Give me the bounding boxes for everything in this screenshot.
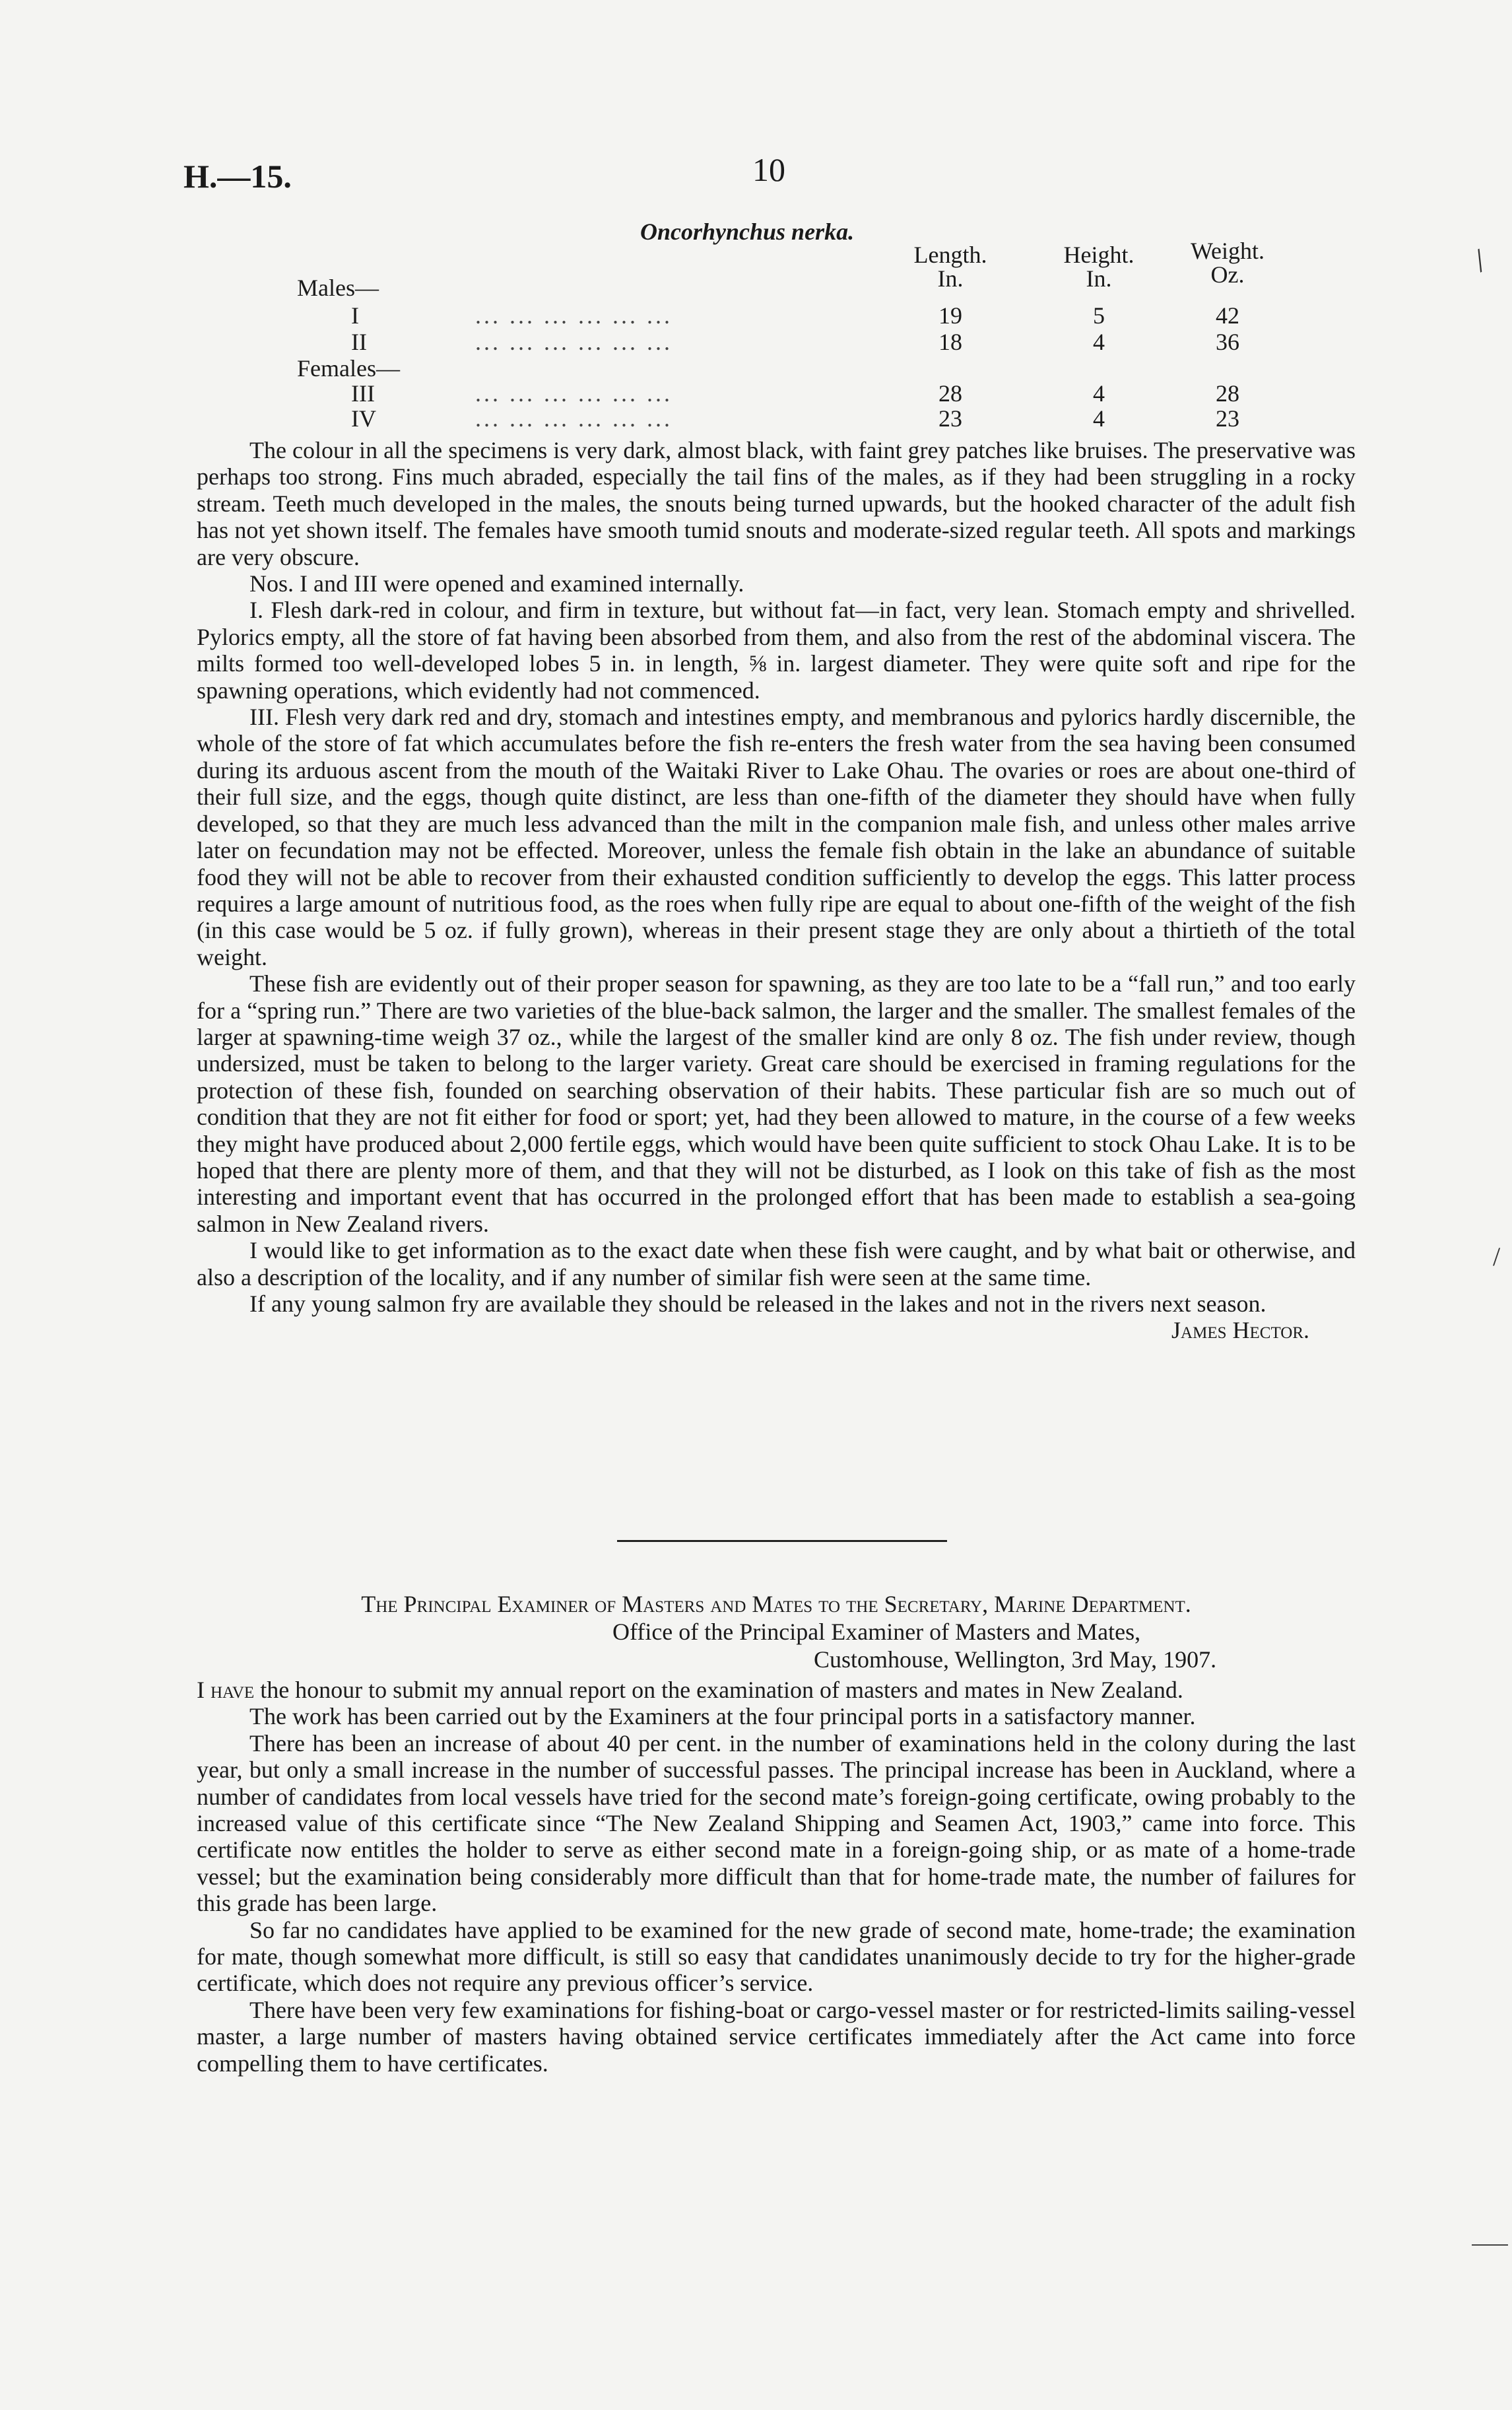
page-number: 10 bbox=[752, 151, 785, 188]
report-paragraph: If any young salmon fry are available they should be released in the lakes and not in the rivers next season. bbox=[249, 1290, 1266, 1317]
report-paragraph: Nos. I and III were opened and examined internally. bbox=[249, 570, 744, 597]
report-paragraph: I. Flesh dark-red in colour, and firm in texture, but without fat—in fact, very lean. Stomach empty and shrivelled. Pylorics empty, all the store of fat having been absorbed from them, and also from the rest of the abdominal viscera. The milts formed too well-developed lobes 5 in. in length, ⅝ in. largest diameter. They were quite soft and ripe for the spawning operations, which evidently had not commenced. bbox=[197, 597, 1356, 704]
specimen-id: I bbox=[351, 302, 359, 329]
address-date-line: Customhouse, Wellington, 3rd May, 1907. bbox=[814, 1646, 1217, 1673]
address-line: Office of the Principal Examiner of Masters and Mates, bbox=[612, 1619, 1141, 1645]
letter-address-1 bbox=[197, 1619, 1356, 1645]
table-row bbox=[198, 380, 1287, 407]
specimen-report bbox=[197, 437, 1356, 1344]
opening-caps: I have bbox=[197, 1677, 255, 1703]
letter-paragraph: The work has been carried out by the Examiners at the four principal ports in a satisfactory manner. bbox=[249, 1703, 1196, 1730]
cell-height: 5 bbox=[1093, 302, 1105, 329]
table-row bbox=[198, 329, 1287, 355]
cell-length: 28 bbox=[938, 380, 962, 407]
col-header-weight-label: Weight. bbox=[1190, 238, 1265, 264]
cell-height: 4 bbox=[1093, 329, 1105, 355]
letter-heading-text: The Principal Examiner of Masters and Mates to the Secretary, Marine Department. bbox=[361, 1591, 1191, 1617]
table-title: Oncorhynchus nerka. bbox=[640, 218, 855, 245]
cell-weight: 23 bbox=[1216, 405, 1239, 432]
report-paragraph: These fish are evidently out of their proper season for spawning, as they are too late to be a “fall run,” and too early for a “spring run.” There are two varieties of the blue-back salmon, the larger and the smaller. The smallest females of the larger at spawning-time weigh 37 oz., while the largest of the smaller kind are only 8 oz. The fish under review, though undersized, must be taken to belong to the larger variety. Great care should be exercised in framing regulations for the protection of these fish, founded on searching observation of their habits. These particular fish are so much out of condition that they are not fit either for food or sport; yet, had they been allowed to mature, in the course of a few weeks they might have produced about 2,000 fertile eggs, which would have been quite sufficient to stock Ohau Lake. It is to be hoped that there are plenty more of them, and that they will not be disturbed, as I look on this take of fish as the most interesting and important event that has occurred in the prolonged effort that has been made to establish a sea-going salmon in New Zealand rivers. bbox=[197, 970, 1356, 1237]
leader-dots: ... ... ... ... ... ... bbox=[475, 405, 673, 432]
leader-dots: ... ... ... ... ... ... bbox=[475, 302, 673, 329]
section-divider bbox=[617, 1540, 947, 1542]
letter-address-2 bbox=[197, 1646, 1356, 1673]
specimen-id: II bbox=[351, 329, 367, 355]
margin-mark-icon: / bbox=[1493, 1242, 1501, 1271]
cell-weight: 36 bbox=[1216, 329, 1239, 355]
cell-length: 23 bbox=[938, 405, 962, 432]
col-header-weight-unit: Oz. bbox=[1210, 261, 1245, 288]
specimen-id: IV bbox=[351, 405, 376, 432]
letter-paragraph: So far no candidates have applied to be examined for the new grade of second mate, home-trade; the examination for mate, though somewhat more difficult, is still so easy that candidates unanimously decide to try for the higher-grade certificate, which does not require any previous officer’s service. bbox=[197, 1916, 1356, 1997]
opening-paragraph bbox=[197, 1677, 1356, 1703]
specimen-id: III bbox=[351, 380, 375, 407]
group-label-row bbox=[198, 355, 1287, 382]
letter-body bbox=[197, 1677, 1356, 2077]
group-label-females: Females— bbox=[297, 355, 400, 382]
margin-mark-icon: / bbox=[1467, 241, 1492, 279]
cell-length: 19 bbox=[938, 302, 962, 329]
group-label-males: Males— bbox=[297, 275, 379, 301]
report-paragraph: I would like to get information as to the exact date when these fish were caught, and by what bait or otherwise, and also a description of the locality, and if any number of similar fish were seen at the same time. bbox=[197, 1237, 1356, 1290]
letter-paragraph: There have been very few examinations for fishing-boat or cargo-vessel master or for restricted-limits sailing-vessel master, a large number of masters having obtained service certificates immediately after the Act came into force compelling them to have certificates. bbox=[197, 1996, 1356, 2077]
opening-text: the honour to submit my annual report on the examination of masters and mates in New Zealand. bbox=[254, 1677, 1183, 1703]
table-row bbox=[198, 405, 1287, 432]
letter-heading bbox=[197, 1591, 1356, 1617]
col-header-length-label: Length. bbox=[913, 242, 987, 268]
leader-dots: ... ... ... ... ... ... bbox=[475, 380, 673, 407]
col-header-height-label: Height. bbox=[1063, 242, 1134, 268]
table-row bbox=[198, 302, 1287, 329]
cell-weight: 28 bbox=[1216, 380, 1239, 407]
signature: James Hector. bbox=[1171, 1317, 1309, 1344]
col-header-length-unit: In. bbox=[937, 265, 964, 292]
report-paragraph: The colour in all the specimens is very dark, almost black, with faint grey patches like bruises. The preservative was perhaps too strong. Fins much abraded, especially the tail fins of the males, as if they had been struggling in a rocky stream. Teeth much developed in the males, the snouts being turned upwards, but the hooked character of the adult fish has not yet shown itself. The females have smooth tumid snouts and moderate-sized regular teeth. All spots and markings are very obscure. bbox=[197, 437, 1356, 570]
margin-rule bbox=[1472, 2244, 1508, 2246]
col-header-height-unit: In. bbox=[1086, 265, 1112, 292]
letter-paragraph: There has been an increase of about 40 per cent. in the number of examinations held in the colony during the last year, but only a small increase in the number of successful passes. The principal increase has been in Auckland, where a number of candidates from local vessels have tried for the second mate’s foreign-going certificate, owing probably to the increased value of this certificate since “The New Zealand Shipping and Seamen Act, 1903,” came into force. This certificate now entitles the holder to serve as either second mate in a foreign-going ship, or as mate of a home-trade vessel; but the examination being considerably more difficult than that for home-trade mate, the number of failures for this grade has been large. bbox=[197, 1729, 1356, 1917]
report-paragraph: III. Flesh very dark red and dry, stomach and intestines empty, and membranous and pylorics hardly discernible, the whole of the store of fat which accumulates before the fish re-enters the fresh water from the sea having been consumed during its arduous ascent from the mouth of the Waitaki River to Lake Ohau. The ovaries or roes are about one-third of their full size, and the eggs, though quite distinct, are less than one-fifth of the diameter they should have when fully developed, so that they are much less advanced than the milt in the companion male fish, and unless other males arrive later on fecundation may not be effected. Moreover, unless the female fish obtain in the lake an abundance of suitable food they will not be able to recover from their exhausted condition sufficiently to develop the eggs. This latter process requires a large amount of nutritious food, as the roes when fully ripe are equal to about one-fifth of the weight of the fish (in this case would be 5 oz. if fully grown), whereas in their present stage they are only about a thirtieth of the total weight. bbox=[197, 704, 1356, 970]
cell-height: 4 bbox=[1093, 380, 1105, 407]
group-label-row bbox=[198, 275, 1287, 301]
cell-weight: 42 bbox=[1216, 302, 1239, 329]
document-reference: H.—15. bbox=[183, 158, 292, 195]
leader-dots: ... ... ... ... ... ... bbox=[475, 329, 673, 355]
cell-length: 18 bbox=[938, 329, 962, 355]
cell-height: 4 bbox=[1093, 405, 1105, 432]
